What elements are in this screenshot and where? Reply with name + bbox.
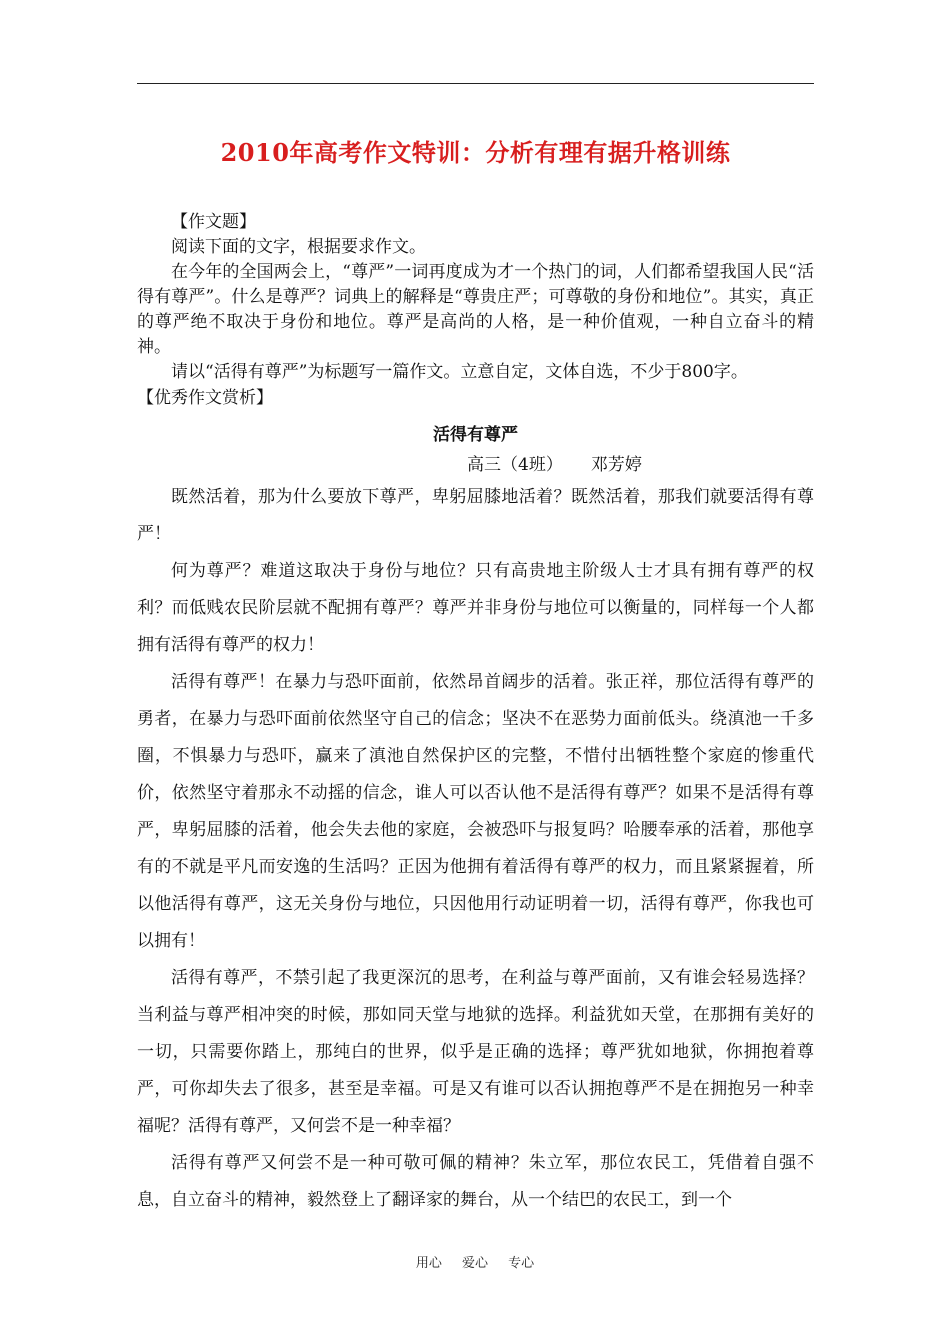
essay-body bbox=[137, 479, 814, 1219]
essay-class: 高三（4班） bbox=[467, 455, 563, 475]
essay-byline bbox=[137, 451, 814, 479]
section-heading: 【优秀作文赏析】 bbox=[137, 388, 273, 408]
essay-paragraph: 活得有尊严，不禁引起了我更深沉的思考，在利益与尊严面前，又有谁会轻易选择？当利益与尊严相冲突的时候，那如同天堂与地狱的选择。利益犹如天堂，在那拥有美好的一切，只需要你踏上，那纯白的世界，似乎是正确的选择；尊严犹如地狱，你拥抱着尊严，可你却失去了很多，甚至是幸福。可是又有谁可以否认拥抱尊严不是在拥抱另一种幸福呢？活得有尊严，又何尝不是一种幸福？ bbox=[137, 968, 814, 1136]
essay-paragraph: 何为尊严？难道这取决于身份与地位？只有高贵地主阶级人士才具有拥有尊严的权利？而低贱农民阶层就不配拥有尊严？尊严并非身份与地位可以衡量的，同样每一个人都拥有活得有尊严的权力！ bbox=[137, 561, 814, 655]
document-body bbox=[137, 210, 814, 1219]
essay-title: 活得有尊严 bbox=[433, 425, 518, 445]
footer-text: 专心 bbox=[508, 1256, 535, 1271]
header-rule bbox=[137, 83, 814, 84]
page-footer bbox=[0, 1252, 950, 1271]
prompt-instruction: 阅读下面的文字，根据要求作文。 bbox=[171, 237, 426, 257]
prompt-block bbox=[137, 210, 814, 385]
document-title: 2010年高考作文特训：分析有理有据升格训练 bbox=[220, 138, 731, 167]
prompt-paragraph: 在今年的全国两会上，“尊严”一词再度成为才一个热门的词，人们都希望我国人民“活得有尊严”。什么是尊严？词典上的解释是“尊贵庄严；可尊敬的身份和地位”。其实，真正的尊严绝不取决于身份和地位。尊严是高尚的人格，是一种价值观，一种自立奋斗的精神。 bbox=[137, 262, 814, 357]
prompt-heading: 【作文题】 bbox=[171, 212, 256, 232]
footer-text: 爱心 bbox=[461, 1256, 488, 1271]
essay-paragraph: 既然活着，那为什么要放下尊严，卑躬屈膝地活着？既然活着，那我们就要活得有尊严！ bbox=[137, 487, 814, 544]
essay-paragraph: 活得有尊严又何尝不是一种可敬可佩的精神？朱立军，那位农民工，凭借着自强不息，自立奋斗的精神，毅然登上了翻译家的舞台，从一个结巴的农民工，到一个 bbox=[137, 1153, 814, 1210]
essay-paragraph: 活得有尊严！在暴力与恐吓面前，依然昂首阔步的活着。张正祥，那位活得有尊严的勇者，在暴力与恐吓面前依然坚守自己的信念；坚决不在恶势力面前低头。绕滇池一千多圈，不惧暴力与恐吓，赢来了滇池自然保护区的完整，不惜付出牺牲整个家庭的惨重代价，依然坚守着那永不动摇的信念，谁人可以否认他不是活得有尊严？如果不是活得有尊严，卑躬屈膝的活着，他会失去他的家庭，会被恐吓与报复吗？哈腰奉承的活着，那他享有的不就是平凡而安逸的生活吗？正因为他拥有着活得有尊严的权力，而且紧紧握着，所以他活得有尊严，这无关身份与地位，只因他用行动证明着一切，活得有尊严，你我也可以拥有！ bbox=[137, 672, 814, 951]
prompt-requirement: 请以“活得有尊严”为标题写一篇作文。立意自定，文体自选，不少于800字。 bbox=[171, 362, 748, 382]
footer-text: 用心 bbox=[415, 1256, 442, 1271]
essay-author: 邓芳婷 bbox=[590, 455, 642, 475]
